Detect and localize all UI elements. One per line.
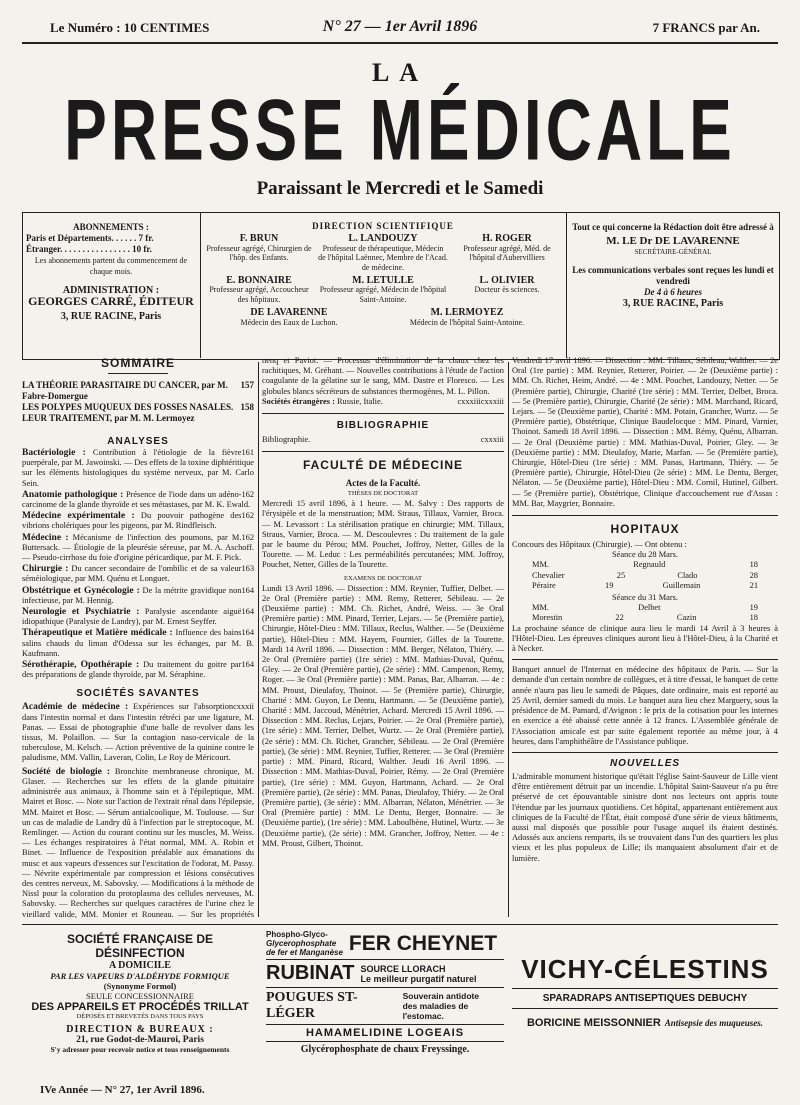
divider [262,413,504,414]
ad-line: VICHY-CÉLESTINS [512,954,778,989]
page-number: 162 [241,532,254,542]
theses-title: THÈSES DE DOCTORAT [347,490,419,498]
director-landouzy [318,234,448,272]
societes-list [22,702,254,921]
redaction-role: SECRÉTAIRE-GÉNÉRAL [634,248,712,256]
page-number: 164 [241,628,254,638]
director-desc: Professeur agrégé, Méd. de l'hôpital d'Aubervilliers [463,243,551,263]
right-column [512,356,778,921]
director-desc: Professeur agrégé, Médecin de l'hôpital Saint-Antoine. [319,285,447,304]
divider [108,373,168,374]
examens-text: Lundi 13 Avril 1896. — Dissection : MM. Reynier, Tuffier, Delbet. — 2e Oral (Première partie) : MM. Remy, Retterer, Sébileau. — 2e (Deuxième partie) : MM. Ch. Richet, André, Weiss. — 3e Oral (Première partie) : MM. Pinard, Terrier, Lejars. — 5e (Première partie), Chirurgie, Hôtel-Dieu : MM. Tillaux, Reclus, Walther. — 5e (Deuxième partie), Hôtel-Dieu : MM. Hayem, Fournier, Gilles de la Tourette. Mardi 14 Avril 1896. — Dissection : MM. Berger, Nélaton, Thiéry. — 2e Oral (Première partie) (1re série) : MM. Mathias-Duval, Quénu, Gley. — 2e Oral (Première partie), (2e série) : MM. Campenon, Remy, Roger. — 3e Oral (Première partie) : MM. Panas, Bar, Albarran. — 4e : MM. Proust, Dieulafoy, Thoinot. — 5e (Première partie), Chirurgie, Charité : MM. Guyon, Le Dentu, Hartmann. — 5e (Deuxième partie), Charité : MM. Jaccoud, Ménétrier, Achard. Mercredi 15 Avril 1896. — Dissection : MM. Reclus, Lejars, Poirier. — 2e Oral (Première partie), (1re série) : MM. Terrier, Delbet, Wurtz. — 2e Oral (Première partie), (2e série) : MM. Ch. Richet, Grancher, Sébileau. — 2e Oral (Première partie), (3e série) : MM. Reynier, Tuffier, Retterer. — 3e Oral (Première partie) : MM. Pinard, Ricard, Walther. Jeudi 16 Avril 1896. — Dissection : MM. Mathias-Duval, Poirier, Rémy. — 2e Oral (Première partie), (1re série) : MM. Guyon, Hartmann, Achard. — 2e Oral (Première partie), (2e série) : MM. Panas, Dieulafoy, Thiéry. — 2e Oral (Première partie), (3e série) : MM. Albarran, Nélaton, Ménétrier. — 3e Oral (Première partie) : MM. Le Dentu, Berger, Bonnaire. — 3e (Deuxième partie), (1re série) : MM. Laboulbène, Hutinel, Wurtz. — 3e (Deuxième partie), (2e série) : MM. Grancher, Joffroy, Netter. — 4e : MM. Proust, Gilbert, Thoinot. [262,583,504,848]
ad-line: 21, rue Godot-de-Mauroi, Paris [76,1035,204,1045]
divider [508,362,509,917]
results-row [532,581,758,591]
analysis-text: Du pouvoir pathogène des vibrions cholériques pour les pigeons, par M. Rindfleisch. [22,511,242,531]
analysis-item [22,533,254,564]
director-desc: Professeur de thérapeutique, Médecin de l'hôpital Laënnec, Membre de l'Acad. de médecine. [318,243,448,272]
ad-line: Phospho-Glyco- [266,930,328,939]
societe-text: Expériences sur l'absorption dans l'intestin normal et dans l'intestin rétréci par une ligature, M. Panas. — Essai de photographie d'une balle de revolver dans les tissus, M. Polaillon. — Sur la contagion naso-cervicale de la tuberculose, M. Kelsch. — Action préventive de la quinine contre le paludisme, MM. Vallin, Laveran, Colin, Le Roy de Méricourt. [22,702,254,763]
director-desc: Professeur agrégé, Accoucheur des hôpitaux. [209,285,309,304]
results-cell: Chevalier [532,570,565,580]
results-cell: 19 [605,580,614,590]
bibliographie-text: Bibliographie. [262,435,311,445]
analysis-head: Médecine : [22,532,69,543]
ad-line: SEULE CONCESSIONNAIRE [86,991,194,1001]
analysis-text: Du traitement du goitre par des préparations de glande thyroïde, par M. Séraphine. [22,660,242,680]
abonnements-line2: Étranger. . . . . . . . . . . . . . . . 10 fr. [26,244,152,254]
admin-address: 3, RUE RACINE, Paris [60,311,162,322]
examens-title: EXAMENS DE DOCTORAT [344,574,422,582]
results-cell: Morestin [532,613,563,623]
director-roger [452,234,562,272]
page-number: 163 [241,564,254,574]
seance-title: Séance du 28 Mars. [611,550,679,560]
ad-middle [266,930,504,1065]
banquet-text: Banquet annuel de l'Internat en médecine des hôpitaux de Paris. — Sur la demande d'un certain nombre de collègues, et à titre d'essai, le banquet de cette année n'aura pas lieu le samedi de Pâques, date ordinaire, mais est reporté au 25 Avril, dernier samedi du mois. Le banquet aura lieu chez Marguery, sous la présidence de M. Pamard, d'Avignon : le prix de la cotisation pour les internes en exercice a été abaissé cette année à 12 francs. L'Assemblée générale de l'Association amicale est par suite également reportée au même jour, à 4 heures, dans l'amphithéâtre de l'Assistance publique. [512,665,778,746]
director-name: M. LETULLE [352,275,414,287]
director-brun [204,234,314,272]
analysis-text: De la métrite gravidique non infectieuse, par M. Hennig. [22,585,242,605]
results-table [512,560,778,591]
issue-number: N° 27 — 1er Avril 1896 [322,18,478,35]
ad-line: DÉPOSÉS ET BREVETÉS DANS TOUS PAYS [76,1013,204,1020]
direction-row [204,308,562,327]
page-number: 161 [241,448,254,457]
ad-desinfection [22,932,258,1082]
director-desc: Médecin des Eaux de Luchon. [240,317,338,327]
admin-name: GEORGES CARRÉ, ÉDITEUR [28,294,194,308]
director-desc: Professeur agrégé, Chirurgien de l'hôp. des Enfants. [206,243,312,263]
analysis-head: Chirurgie : [22,564,69,575]
ad-line: Antisepsie des muqueuses. [664,1018,764,1028]
divider [512,515,778,516]
director-desc: Docteur ès sciences. [474,285,540,295]
masthead-la: LA [371,58,429,87]
masthead-subtitle: Paraissant le Mercredi et le Samedi [256,178,544,199]
price: Le Numéro : 10 CENTIMES [50,20,210,35]
admin-title: ADMINISTRATION : [62,285,160,296]
page-number: 164 [241,660,254,670]
actes-title: Actes de la Faculté. [345,478,421,489]
analysis-text: Influence des bains salins chauds du liman d'Odessa sur les échanges, par M. B. Kaufmann. [22,628,254,658]
results-row [532,613,758,623]
redaction-box [572,222,774,356]
ad-pougues [266,988,504,1025]
ad-line: SPARADRAPS ANTISEPTIQUES DEBUCHY [512,989,778,1009]
bibliographie-entry [262,435,504,445]
divider [258,362,259,917]
examens-continued: Vendredi 17 avril 1896. — Dissection : MM. Tillaux, Sébileau, Walther. — 2e Oral (1re partie) : MM. Reynier, Retterer, Poirier. — 2e (Deuxième partie) : MM. Ch. Richet, Heim, André. — 4e : MM. Pouchet, Landouzy, Netter. — 5e (Première partie), Chirurgie, Charité (1re série) : MM. Terrier, Delbet, Broca. — 5e (Première partie), Chirurgie, Charité (2e série) : MM. Marchand, Ricard, Lejars. — 5e (Deuxième partie), Charité : MM. Potain, Grancher, Wurtz. — 5e (Première partie), Obstétrique, Clinique Baudelocque : MM. Pinard, Varnier, Thoinot. Samedi 18 Avril 1896. — Dissection : MM. Rémy, Quénu, Albarran. — 2e Oral (Deuxième partie) : MM. Mathias-Duval, Poirier, Gley. — 3e (Deuxième partie) : MM. Dieulafoy, Marie, Marfan. — 5e (Première partie), Chirurgie, Hôtel-Dieu (1re série) : MM. Panas, Hartmann, Thiéry. — 5e (Première partie), Chirurgie, Hôtel-Dieu (2e série) : MM. Le Dentu, Berger, Nélaton. — 5e (Deuxième partie), Hôtel-Dieu : MM. Cornil, Hutinel, Gilbert. — 5e (Première partie), Obstétrique, Clinique d'accouchement rue d'Assas : MM. Bar, Maygrier, Bonnaire. [512,356,778,508]
results-cell: Delbet [638,603,661,613]
results-row [532,560,758,570]
ad-line: PAR LES VAPEURS D'ALDÉHYDE FORMIQUE [50,971,230,981]
ad-line: de fer et Manganèse [266,948,343,957]
abonnements-box [26,222,196,354]
divider [200,212,201,358]
ad-line: HAMAMELIDINE LOGEAIS [266,1025,504,1042]
sommaire-item-text: LES POLYPES MUQUEUX DES FOSSES NASALES. LEUR TRAITEMENT, par M. M. Lermoyez [22,402,234,423]
continued-text: nenq et Paviot. — Processus d'élimination de la chaux chez les rachitiques, M. Gréhant. — Nouvelles contributions à l'étude de l'action coagulante de la gélatine sur le sang, MM. Dastre et Floresco. — Les globules blancs sécréteurs de substances thermogènes, M. L. Pillon. [262,356,504,396]
ad-cheynet-sub [266,930,343,957]
page-number: 158 [240,402,254,412]
ad-line: Glycérophosphate de chaux Freyssinge. [300,1044,470,1055]
redaction-hours: De 4 à 6 heures [644,287,702,297]
faculte-column [262,356,504,921]
direction-row [204,234,562,272]
divider [262,451,504,452]
director-name: F. BRUN [239,233,279,245]
director-name: DE LAVARENNE [250,307,328,319]
redaction-address: 3, RUE RACINE, Paris [622,298,724,309]
ad-line: S'y adresser pour recevoir notice et tous renseignements [50,1045,230,1054]
etrangeres-head: Sociétés étrangères : [262,396,335,406]
abonnements-line1: Paris et Départements. . . . . . 7 fr. [26,233,154,243]
results-row [532,571,758,581]
sommaire-column [22,356,254,921]
results-cell: Guillemain [662,580,701,590]
director-name: L. OLIVIER [479,275,535,287]
analysis-item [22,448,254,489]
page-number: cxxxiii [457,396,481,406]
analysis-head: Thérapeutique et Matière médicale : [22,628,173,639]
faculte-title: FACULTÉ DE MÉDECINE [302,458,464,473]
ad-line: BORICINE MEISSONNIER [526,1017,661,1029]
results-cell: 25 [616,570,626,580]
societe-head: Académie de médecine : [22,702,129,713]
director-letulle [318,276,448,304]
ad-line: DIRECTION & BUREAUX : [66,1024,214,1035]
redaction-name: M. LE Dr DE LAVARENNE [606,235,740,247]
analysis-head: Bactériologie : [22,448,86,458]
nouvelles-text: L'admirable monument historique qu'était l'église Saint-Sauveur de Lille vient d'être entièrement détruit par un incendie. L'hôpital Saint-Sauveur n'a pu être préservé de cet épouvantable sinistre dont nos lecteurs ont appris toute l'étendue par les journaux quotidiens. Cet hôpital, appartenant entièrement aux cliniques de la Faculté de l'État, était composé d'une série de vieux bâtiments, aussi mal disposés que possible pour l'usage auquel ils étaient destinés. Adossés aux anciens remparts, ils se trouvaient dans l'un des quartiers les plus vieux et les plus populeux de Lille; ils manquaient absolument d'air et de lumière. [512,771,778,863]
page-number: 162 [241,511,254,521]
analyses-list [22,448,254,680]
director-bonnaire [204,276,314,304]
director-desc: Médecin de l'hôpital Saint-Antoine. [409,317,525,327]
masthead-title: PRESSE MÉDICALE [64,81,736,179]
director-name: H. ROGER [482,233,532,245]
ad-line: des maladies de l'estomac. [402,1001,469,1021]
analysis-head: Anatomie pathologique : [22,489,124,500]
results-table [512,603,778,623]
director-name: L. LANDOUZY [348,233,418,245]
hopitaux-title: HOPITAUX [610,522,680,537]
ad-line: Glycerophosphate [266,939,337,948]
analysis-head: Médecine expérimentale : [22,511,135,522]
top-line [20,18,780,40]
ad-right [512,954,778,1064]
director-lermoyez [392,308,542,327]
ad-line: POUGUES ST-LÉGER [266,990,358,1021]
ad-line: FER CHEYNET [348,931,498,955]
etrangeres [262,397,504,407]
results-cell: Clado [677,570,698,580]
theses-text: Mercredi 15 avril 1896, à 1 heure. — M. Salvy : Des rapports de l'érysipèle et de la menstruation; MM. Straus, Tillaux, Varnier, Broca. — M. Levassort : La stérilisation pratique en chirurgie; MM. Tillaux, Straus, Varnier, Broca. — M. Descoulevres : Du traitement de la gale par le baume du Pérou; MM. Pouchet, Joffroy, Netter, Gilles de la Tourette. — M. Leduc : Les perméabilités percutanées; MM. Joffroy, Pouchet, Netter, Gilles de la Tourette. [262,499,504,570]
results-cell: 28 [749,570,758,580]
divider [512,659,778,660]
results-cell: 21 [749,580,758,590]
societe-item [22,702,254,763]
redaction-line1: Tout ce qui concerne la Rédaction doit être adressé à [572,222,774,232]
divider [22,42,778,44]
results-cell: Cazin [676,613,697,623]
results-cell: MM. [532,603,549,613]
analysis-text: Présence de l'iode dans un adéno-carcinome de la glande thyroïde et ses métastases, par M. K. Ewald. [22,489,251,510]
analysis-item [22,511,254,531]
direction-box [204,222,562,356]
ad-line: DES APPAREILS ET PROCÉDÉS TRILLAT [31,1001,249,1013]
redaction-line2: Les communications verbales sont reçues les lundi et vendredi [572,265,774,286]
sommaire-item [22,380,254,402]
ad-line: RUBINAT [266,962,355,984]
seance-title: Séance du 31 Mars. [611,593,679,603]
ad-line: Le meilleur purgatif naturel [360,973,477,984]
analysis-item [22,607,254,627]
ad-line: Souverain antidote [402,991,480,1001]
analysis-head: Obstétrique et Gynécologie : [22,585,140,596]
societe-item [22,767,254,921]
footer: IVe Année — N° 27, 1er Avril 1896. [40,1084,205,1096]
ad-line: A DOMICILE [109,960,171,971]
concours-text: Concours des Hôpitaux (Chirurgie). — Ont obtenu : [512,540,687,550]
page-number: 164 [241,607,254,617]
results-cell: 18 [749,613,758,623]
divider [566,212,567,358]
sommaire-item [22,402,254,424]
results-cell: 18 [749,560,758,570]
analysis-text: Mécanisme de l'infection des poumons, par M. Buttersack. — Étiologie de la pleurésie séreuse, par M. A. Aschoff. — Pseudo-cirrhose du foie d'origine péricardique, par M. F. Pick. [22,532,254,563]
ad-line: (Synonyme Formol) [103,981,177,991]
ad-rubinat-sub [361,964,477,984]
abonnements-note: Les abonnements partent du commencement de chaque mois. [34,256,188,276]
sommaire-item-text: LA THÉORIE PARASITAIRE DU CANCER, par M. Fabre-Domergue [22,380,228,401]
abonnements-title: ABONNEMENTS : [73,222,149,232]
page-number: cxxxiii [480,396,504,406]
societes-title: SOCIÉTÉS SAVANTES [76,688,200,700]
nouvelles-title: NOUVELLES [609,757,681,769]
results-cell: Péraire [532,580,556,590]
bibliographie-title: BIBLIOGRAPHIE [336,420,430,432]
analysis-head: Sérothérapie, Opothérapie : [22,660,140,671]
analyses-title: ANALYSES [107,436,169,447]
subscription-price: 7 FRANCS par An. [652,20,760,35]
analysis-head: Neurologie et Psychiatrie : [22,607,140,618]
director-lavarenne [224,308,354,327]
analysis-text: Paralysie ascendante aiguë idiopathique (Paralysie de Landry), par M. Ernest Seyffer. [22,607,242,627]
results-cell: Regnauld [633,560,666,570]
etrangeres-text: Russie, Italie. [336,396,383,406]
analysis-item [22,586,254,606]
director-name: E. BONNAIRE [226,275,292,287]
page-number: 162 [241,489,254,499]
page-number: 157 [240,380,254,390]
ad-pougues-sub [403,991,504,1021]
analysis-item [22,660,254,680]
results-cell: MM. [532,560,549,570]
analysis-text: Du cancer secondaire de l'ombilic et de sa valeur séméiologique, par MM. Quénu et Longuet. [22,564,242,584]
hopitaux-text: La prochaine séance de clinique aura lieu le mardi 14 Avril à 3 heures à l'Hôtel-Dieu. Les épreuves cliniques auront lieu à l'Hôtel-Dieu, à la Charité et à Necker. [512,623,778,654]
sommaire-title: SOMMAIRE [101,356,175,370]
divider [22,924,778,925]
page-number: 164 [241,585,254,595]
page-number: cxxxiii [480,435,504,445]
director-olivier [452,276,562,304]
director-name: M. LERMOYEZ [430,307,504,319]
page-number: cxxxii [233,702,254,712]
analysis-item [22,564,254,584]
divider [512,752,778,753]
ad-line: SOCIÉTÉ FRANÇAISE DE DÉSINFECTION [66,932,213,960]
ad-rubinat [266,960,504,988]
results-cell: 19 [749,603,758,613]
results-row [532,603,758,613]
societe-text: Bronchite membraneuse chronique, M. Glaser. — Recherches sur les effets de la glande pituitaire administrée aux animaux, à l'homme sain et à l'épileptique, MM. Mairet et Bosc. — Note sur l'action de l'extrait rénal dans l'épilepsie, MM. Mairet et Bosc. — Sérum antialcoolique, M. Toulouse. — Sur un cas de maladie de Landry dû à l'infection par le streptocoque, M. Remlinger. — Action du courant continu sur les muscles, M. Weiss. — Les échanges respiratoires à l'état normal, MM. A. Robin et Binet. — Influence de l'exposition préalable aux émanations du musc et aux vapeurs d'essences sur l'excitation de l'odorat, M. Passy. — Névrite expérimentale par compression et lésions consécutives des centres nerveux, M. Sabovsky. — Modifications à la méthode de Nissl pour la coloration du protoplasma des cellules nerveuses, M. Sabovsky. — Recherches sur quelques caractères de l'urine chez le vieillard valide, MM. Monier et Rouneau. — Sur les propriétés [22,766,254,919]
ad-line: SOURCE LLORACH [360,963,446,974]
analysis-item [22,490,254,510]
direction-row [204,276,562,304]
analysis-item [22,628,254,659]
analysis-text: Contribution à l'étiologie de la fièvre puerpérale, par M. Jawoinski. — Des effets de la toxine diphtéritique sur les éléments histologiques du système nerveux, par M. Carlo Sein. [22,448,254,488]
results-cell: 22 [615,613,624,623]
ad-cheynet [266,930,504,960]
direction-title: DIRECTION SCIENTIFIQUE [312,222,454,231]
societe-head: Société de biologie : [22,766,111,777]
ad-boricine [512,1009,778,1031]
